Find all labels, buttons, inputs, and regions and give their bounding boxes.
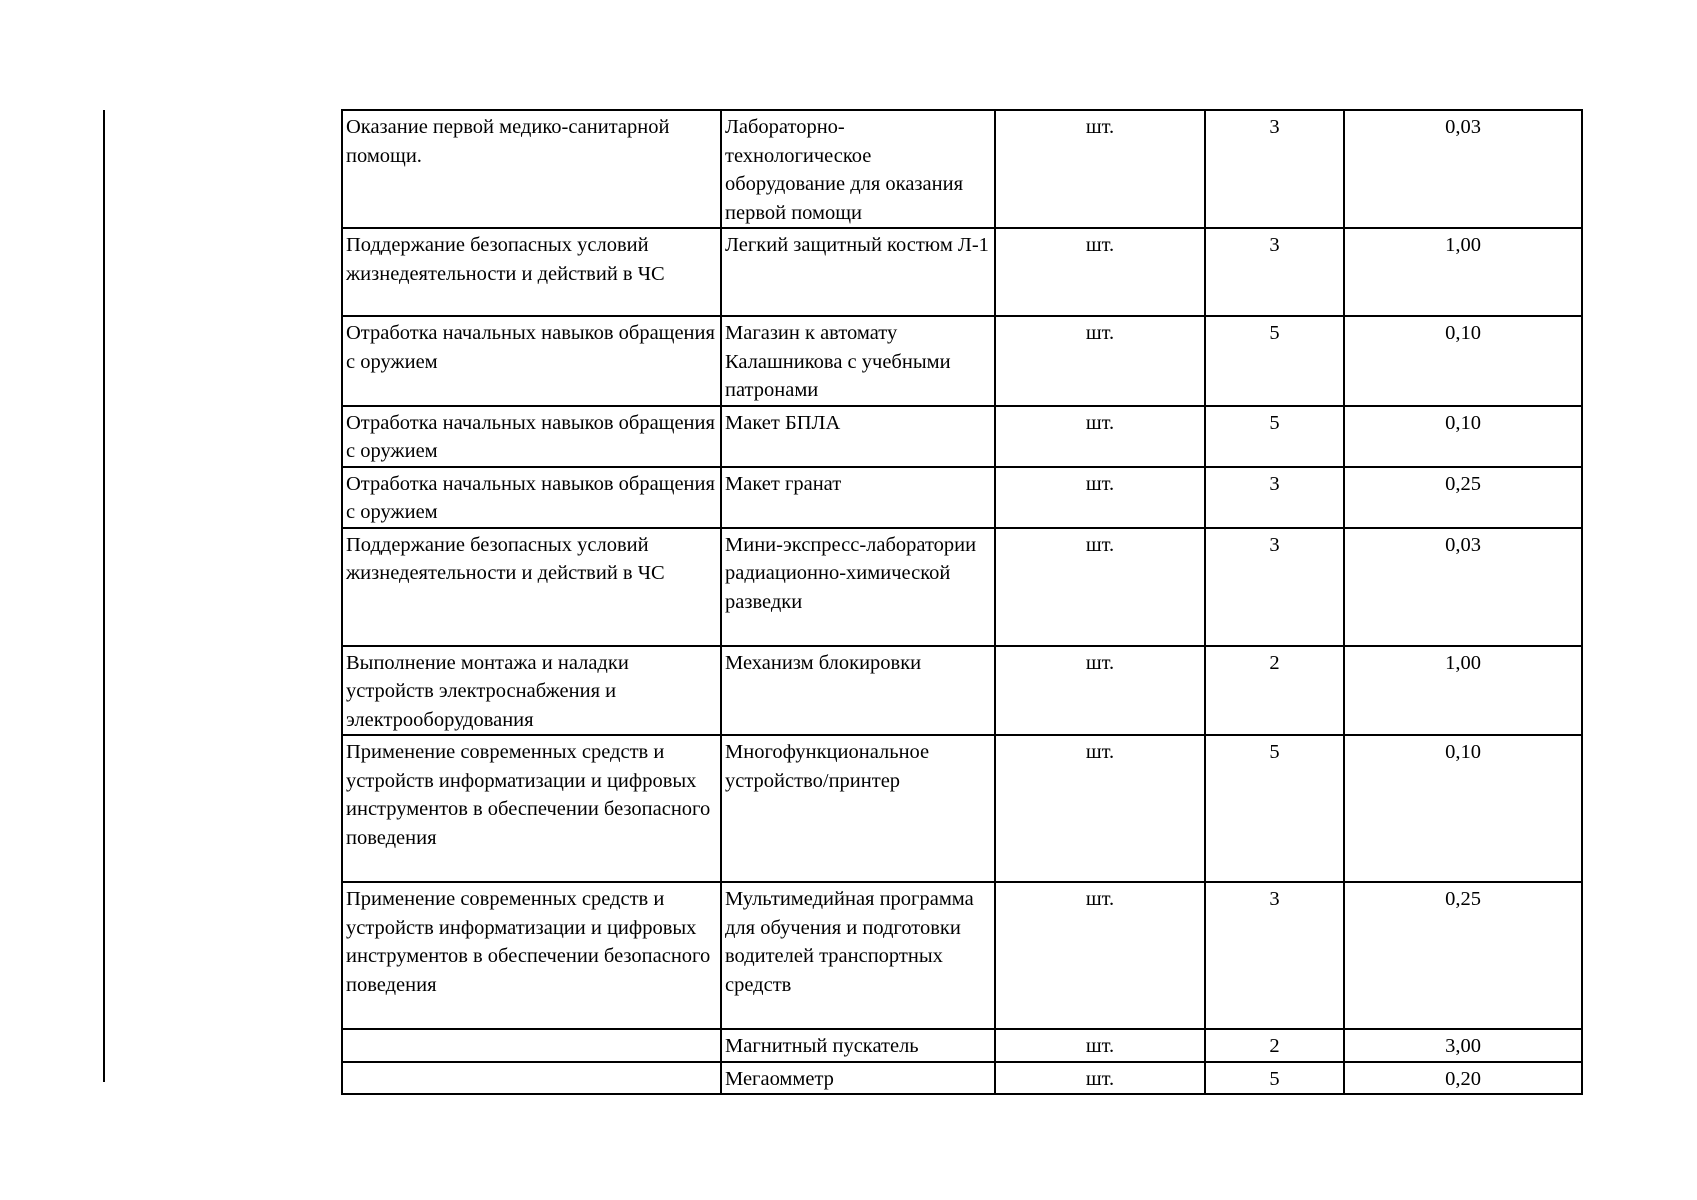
table-row xyxy=(342,528,1582,646)
activity-cell: Применение современных средств и устройств информатизации и цифровых инструментов в обеспечении безопасного поведения xyxy=(342,882,721,1029)
unit-cell: шт. xyxy=(995,1062,1205,1095)
item-cell: Лабораторно-технологическое оборудование для оказания первой помощи xyxy=(721,110,995,228)
qty-cell: 3 xyxy=(1205,228,1344,316)
norm-cell: 0,03 xyxy=(1344,110,1582,228)
qty-cell: 5 xyxy=(1205,316,1344,406)
unit-cell: шт. xyxy=(995,316,1205,406)
item-cell: Мультимедийная программа для обучения и подготовки водителей транспортных средств xyxy=(721,882,995,1029)
table-row xyxy=(342,406,1582,467)
table-row xyxy=(342,316,1582,406)
item-cell: Мини-экспресс-лаборатории радиационно-химической разведки xyxy=(721,528,995,646)
table-row xyxy=(342,646,1582,736)
unit-cell: шт. xyxy=(995,467,1205,528)
equipment-table xyxy=(341,109,1583,1095)
activity-cell: Отработка начальных навыков обращения с оружием xyxy=(342,406,721,467)
norm-cell: 0,03 xyxy=(1344,528,1582,646)
unit-cell: шт. xyxy=(995,406,1205,467)
item-cell: Многофункциональное устройство/принтер xyxy=(721,735,995,882)
norm-cell: 3,00 xyxy=(1344,1029,1582,1062)
unit-cell: шт. xyxy=(995,228,1205,316)
norm-cell: 1,00 xyxy=(1344,228,1582,316)
qty-cell: 3 xyxy=(1205,467,1344,528)
unit-cell: шт. xyxy=(995,528,1205,646)
table-row xyxy=(342,735,1582,882)
activity-cell xyxy=(342,1029,721,1062)
table-row xyxy=(342,1062,1582,1095)
qty-cell: 2 xyxy=(1205,646,1344,736)
norm-cell: 0,10 xyxy=(1344,406,1582,467)
item-cell: Механизм блокировки xyxy=(721,646,995,736)
table-row xyxy=(342,110,1582,228)
norm-cell: 1,00 xyxy=(1344,646,1582,736)
unit-cell: шт. xyxy=(995,110,1205,228)
activity-cell: Применение современных средств и устройств информатизации и цифровых инструментов в обеспечении безопасного поведения xyxy=(342,735,721,882)
qty-cell: 3 xyxy=(1205,528,1344,646)
activity-cell: Отработка начальных навыков обращения с оружием xyxy=(342,467,721,528)
unit-cell: шт. xyxy=(995,1029,1205,1062)
item-cell: Магазин к автомату Калашникова с учебными патронами xyxy=(721,316,995,406)
unit-cell: шт. xyxy=(995,646,1205,736)
qty-cell: 3 xyxy=(1205,882,1344,1029)
item-cell: Легкий защитный костюм Л-1 xyxy=(721,228,995,316)
unit-cell: шт. xyxy=(995,882,1205,1029)
table-row xyxy=(342,228,1582,316)
item-cell: Макет БПЛА xyxy=(721,406,995,467)
activity-cell: Выполнение монтажа и наладки устройств электроснабжения и электрооборудования xyxy=(342,646,721,736)
norm-cell: 0,10 xyxy=(1344,316,1582,406)
activity-cell: Оказание первой медико-санитарной помощи. xyxy=(342,110,721,228)
activity-cell: Поддержание безопасных условий жизнедеятельности и действий в ЧС xyxy=(342,228,721,316)
table-row xyxy=(342,467,1582,528)
qty-cell: 5 xyxy=(1205,406,1344,467)
qty-cell: 5 xyxy=(1205,735,1344,882)
norm-cell: 0,20 xyxy=(1344,1062,1582,1095)
qty-cell: 2 xyxy=(1205,1029,1344,1062)
item-cell: Мегаомметр xyxy=(721,1062,995,1095)
unit-cell: шт. xyxy=(995,735,1205,882)
activity-cell: Отработка начальных навыков обращения с оружием xyxy=(342,316,721,406)
table-row xyxy=(342,1029,1582,1062)
norm-cell: 0,25 xyxy=(1344,882,1582,1029)
norm-cell: 0,10 xyxy=(1344,735,1582,882)
activity-cell: Поддержание безопасных условий жизнедеятельности и действий в ЧС xyxy=(342,528,721,646)
table-row xyxy=(342,882,1582,1029)
qty-cell: 3 xyxy=(1205,110,1344,228)
item-cell: Магнитный пускатель xyxy=(721,1029,995,1062)
norm-cell: 0,25 xyxy=(1344,467,1582,528)
item-cell: Макет гранат xyxy=(721,467,995,528)
activity-cell xyxy=(342,1062,721,1095)
left-margin-rule xyxy=(103,110,105,1082)
qty-cell: 5 xyxy=(1205,1062,1344,1095)
